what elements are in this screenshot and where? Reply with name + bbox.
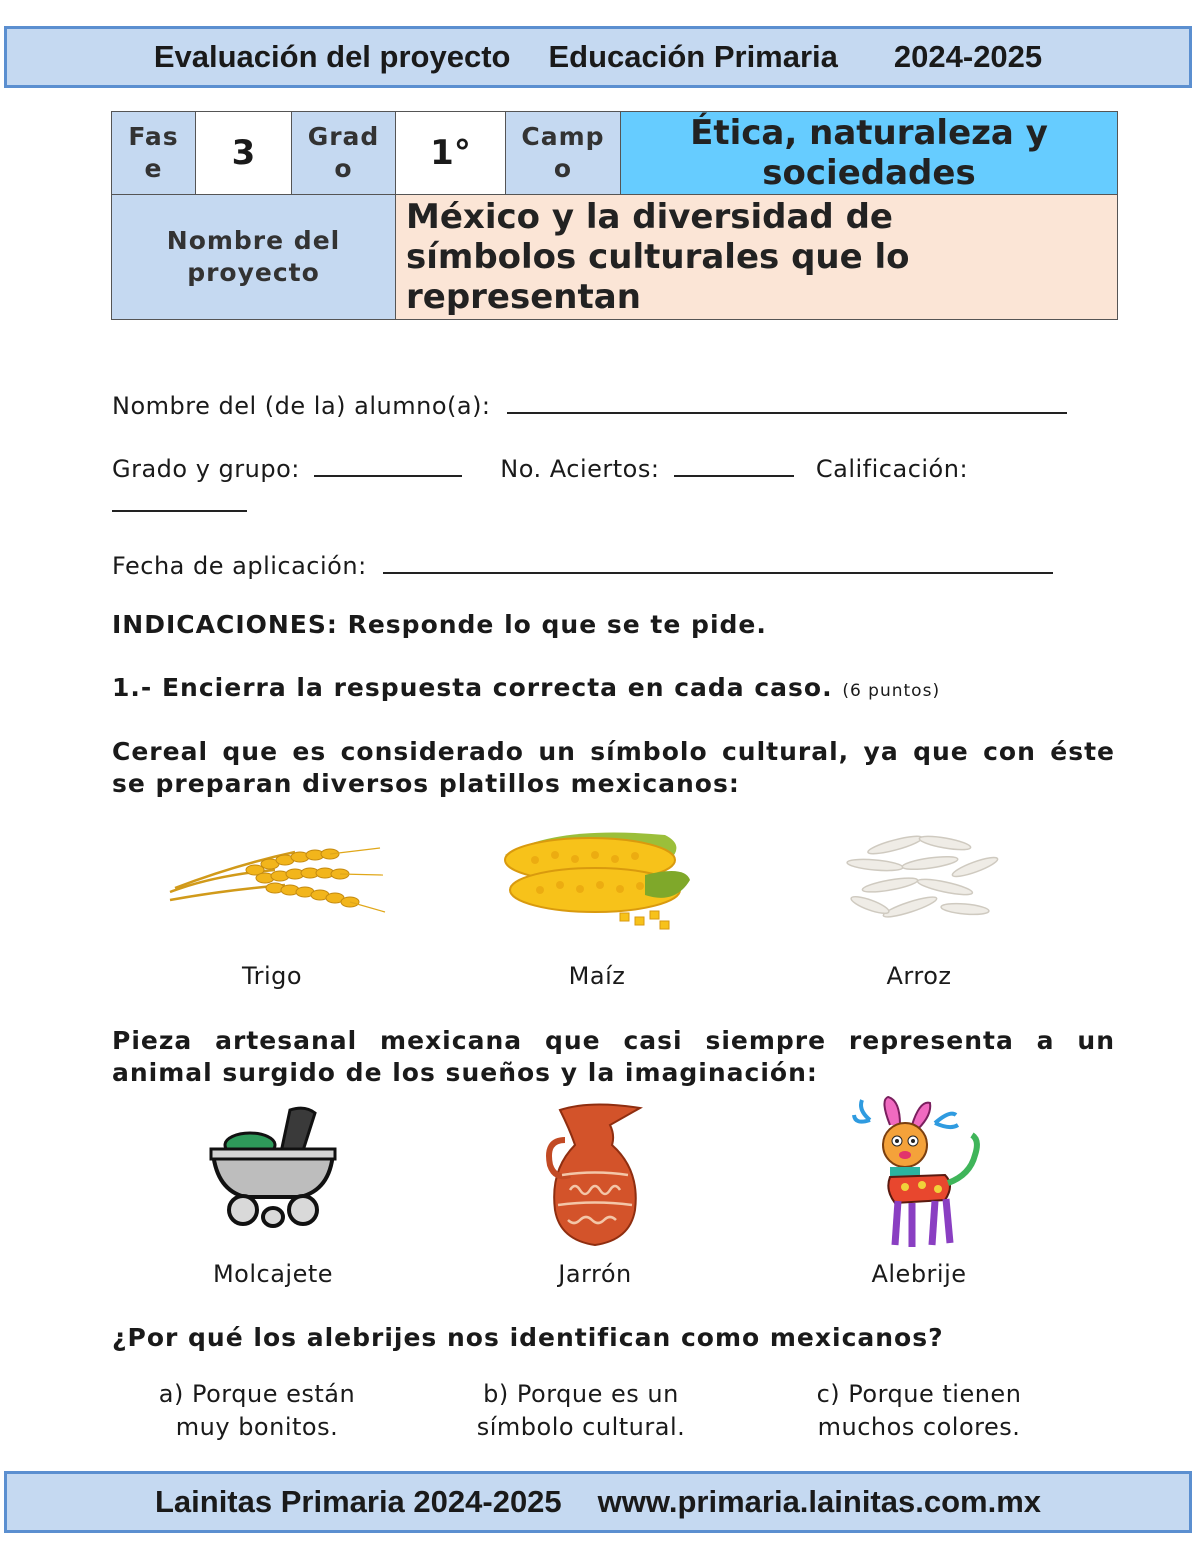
header-year: 2024-2025 (893, 39, 1043, 74)
question-1-line-2: se preparan diversos platillos mexicanos: (112, 769, 740, 798)
question-2 (112, 1025, 1115, 1089)
calificacion-field (112, 486, 247, 518)
alumno-label: Nombre del (de la) alumno(a): (112, 392, 491, 420)
alebrije-image[interactable] (850, 1095, 990, 1255)
alumno-blank[interactable] (507, 388, 1067, 414)
aciertos-label: No. Aciertos: (500, 455, 660, 483)
grado-grupo-blank[interactable] (314, 451, 462, 477)
question-3: ¿Por qué los alebrijes nos identifican como mexicanos? (112, 1323, 944, 1352)
corn-image[interactable] (495, 825, 695, 935)
answer-c[interactable]: c) Porque tienen muchos colores. (816, 1380, 1022, 1441)
aciertos-blank[interactable] (674, 451, 794, 477)
question-1-line-1: Cereal que es considerado un símbolo cultural, ya que con éste (112, 737, 1115, 766)
grado-grupo-field (112, 451, 968, 483)
project-info-table (111, 111, 1118, 320)
grado-label: Grad o (292, 112, 396, 195)
header-banner (4, 26, 1192, 88)
question-1 (112, 736, 1115, 800)
molcajete-image[interactable] (205, 1105, 340, 1230)
question-2-line-1: Pieza artesanal mexicana que casi siempre representa a un (112, 1026, 1115, 1055)
campo-value: Ética, naturaleza y sociedades (621, 112, 1118, 195)
option-jarron[interactable]: Jarrón (558, 1260, 632, 1288)
option-molcajete[interactable]: Molcajete (212, 1260, 334, 1288)
alumno-field (112, 388, 1067, 420)
grado-grupo-label: Grado y grupo: (112, 455, 300, 483)
footer-banner (4, 1471, 1192, 1533)
fase-label: Fas e (112, 112, 196, 195)
footer-title: Lainitas Primaria 2024-2025 (154, 1484, 562, 1519)
proyecto-value: México y la diversidad de símbolos culturales que lo representan (396, 195, 1118, 320)
calificacion-label: Calificación: (815, 455, 969, 483)
fase-value: 3 (196, 112, 292, 195)
footer-url[interactable]: www.primaria.lainitas.com.mx (597, 1484, 1042, 1519)
option-arroz[interactable]: Arroz (886, 962, 952, 990)
option-trigo[interactable]: Trigo (241, 962, 303, 990)
jarron-image[interactable] (540, 1100, 650, 1250)
option-maiz[interactable]: Maíz (568, 962, 626, 990)
proyecto-label: Nombre del proyecto (112, 195, 396, 320)
indicaciones: INDICACIONES: Responde lo que se te pide. (112, 610, 767, 639)
grado-value: 1° (396, 112, 506, 195)
header-title: Evaluación del proyecto (153, 39, 511, 74)
answer-b[interactable]: b) Porque es un símbolo cultural. (476, 1380, 686, 1441)
header-level: Educación Primaria (548, 39, 838, 74)
wheat-image[interactable] (155, 830, 390, 925)
section-1-title (112, 673, 940, 702)
answer-a[interactable]: a) Porque están muy bonitos. (158, 1380, 356, 1441)
calificacion-blank[interactable] (112, 486, 247, 512)
fecha-field (112, 548, 1053, 580)
fecha-blank[interactable] (383, 548, 1053, 574)
question-2-line-2: animal surgido de los sueños y la imaginación: (112, 1058, 818, 1087)
campo-label: Camp o (506, 112, 621, 195)
section-1-points: (6 puntos) (842, 681, 941, 701)
rice-image[interactable] (835, 825, 1005, 925)
fecha-label: Fecha de aplicación: (112, 552, 367, 580)
option-alebrije[interactable]: Alebrije (871, 1260, 967, 1288)
section-1-text: 1.- Encierra la respuesta correcta en cada caso. (112, 673, 833, 702)
